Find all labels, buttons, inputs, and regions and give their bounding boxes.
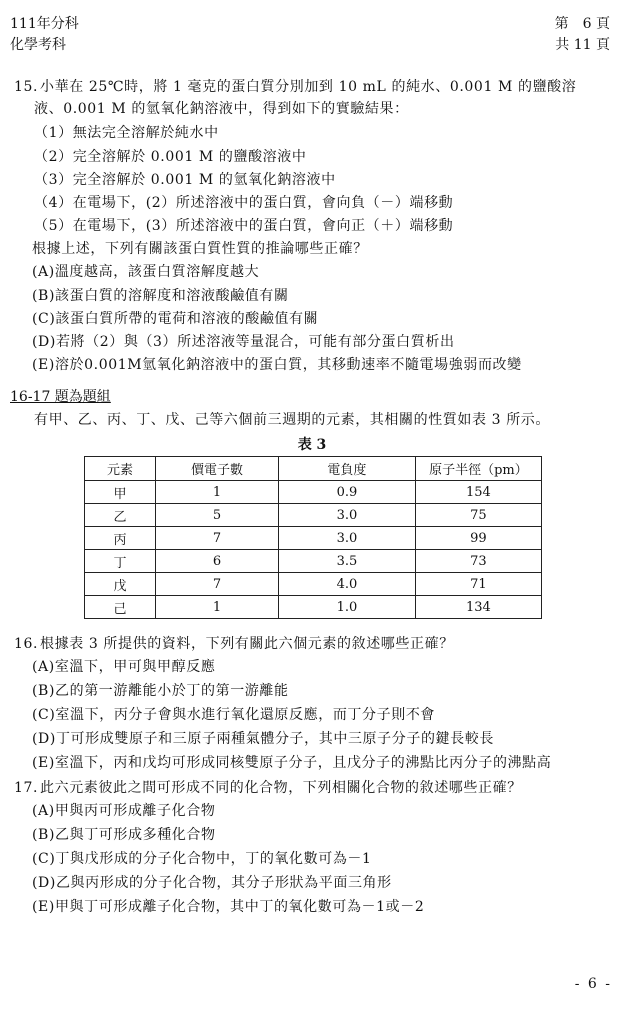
table-cell: 5 xyxy=(156,504,279,527)
table-cell: 134 xyxy=(415,596,541,619)
result-item: （5）在電場下，(3）所述溶液中的蛋白質，會向正（＋）端移動 xyxy=(34,218,454,234)
table-cell: 3.0 xyxy=(279,527,416,550)
option-e: (E)甲與丁可形成離子化合物，其中丁的氧化數可為－1或－2 xyxy=(32,899,425,915)
table-row xyxy=(85,550,542,573)
result-item: （3）完全溶解於 0.001 M 的氫氧化鈉溶液中 xyxy=(34,172,336,188)
table-cell: 丙 xyxy=(85,527,156,550)
option-c: (C)室溫下，丙分子會與水進行氧化還原反應，而丁分子則不會 xyxy=(32,707,436,723)
header-left xyxy=(10,14,79,56)
option-c: (C)該蛋白質所帶的電荷和溶液的酸鹼值有關 xyxy=(32,311,319,327)
option-a: (A)甲與丙可形成離子化合物 xyxy=(32,803,216,819)
table-cell: 3.5 xyxy=(279,550,416,573)
option-b: (B)乙與丁可形成多種化合物 xyxy=(32,827,216,843)
option-d: (D)若將（2）與（3）所述溶液等量混合，可能有部分蛋白質析出 xyxy=(32,334,455,350)
option-a: (A)溫度越高，該蛋白質溶解度越大 xyxy=(32,264,260,280)
table-cell: 0.9 xyxy=(279,481,416,504)
table-cell: 乙 xyxy=(85,504,156,527)
option-e: (E)溶於0.001M氫氧化鈉溶液中的蛋白質，其移動速率不隨電場強弱而改變 xyxy=(32,357,522,373)
table-caption: 表 3 xyxy=(297,437,327,453)
table-cell: 4.0 xyxy=(279,573,416,596)
exam-subject: 化學考科 xyxy=(10,37,66,53)
page-number: - 6 - xyxy=(574,976,612,992)
table-header: 價電子數 xyxy=(156,457,279,481)
table-row xyxy=(85,573,542,596)
table-cell: 己 xyxy=(85,596,156,619)
element-properties-table xyxy=(84,456,542,619)
table-cell: 1 xyxy=(156,481,279,504)
question-number: 17. xyxy=(14,780,39,796)
table-cell: 戊 xyxy=(85,573,156,596)
result-item: （1）無法完全溶解於純水中 xyxy=(34,125,219,141)
option-b: (B)該蛋白質的溶解度和溶液酸鹼值有關 xyxy=(32,288,289,304)
table-cell: 1 xyxy=(156,596,279,619)
table-cell: 丁 xyxy=(85,550,156,573)
table-row xyxy=(85,504,542,527)
result-item: （2）完全溶解於 0.001 M 的鹽酸溶液中 xyxy=(34,149,307,165)
question-group-intro: 有甲、乙、丙、丁、戊、己等六個前三週期的元素，其相關的性質如表 3 所示。 xyxy=(34,412,551,428)
table-row xyxy=(85,481,542,504)
question-group-title: 16-17 題為題組 xyxy=(10,389,111,405)
question-15-prompt: 根據上述，下列有關該蛋白質性質的推論哪些正確？ xyxy=(32,241,368,257)
question-15-stem xyxy=(14,76,614,98)
option-d: (D)丁可形成雙原子和三原子兩種氣體分子，其中三原子分子的鍵長較長 xyxy=(32,731,494,747)
option-c: (C)丁與戊形成的分子化合物中，丁的氧化數可為－1 xyxy=(32,851,372,867)
table-cell: 73 xyxy=(415,550,541,573)
result-item: （4）在電場下，(2）所述溶液中的蛋白質，會向負（－）端移動 xyxy=(34,195,454,211)
table-header: 電負度 xyxy=(279,457,416,481)
page-indicator: 第 6 頁 xyxy=(554,16,610,32)
question-number: 16. xyxy=(14,636,39,652)
table-cell: 71 xyxy=(415,573,541,596)
table-header: 原子半徑（pm） xyxy=(415,457,541,481)
stem-line: 小華在 25℃時，將 1 毫克的蛋白質分別加到 10 mL 的純水、0.001 M 的鹽酸溶 xyxy=(40,79,577,95)
table-cell: 甲 xyxy=(85,481,156,504)
table-cell: 6 xyxy=(156,550,279,573)
table-cell: 75 xyxy=(415,504,541,527)
total-pages: 共 11 頁 xyxy=(555,37,610,53)
table-header-row xyxy=(85,457,542,481)
table-header: 元素 xyxy=(85,457,156,481)
table-cell: 99 xyxy=(415,527,541,550)
option-d: (D)乙與丙形成的分子化合物，其分子形狀為平面三角形 xyxy=(32,875,392,891)
option-a: (A)室溫下，甲可與甲醇反應 xyxy=(32,659,216,675)
question-17-stem xyxy=(14,777,614,799)
table-row xyxy=(85,596,542,619)
header-right xyxy=(555,14,610,56)
exam-year: 111年分科 xyxy=(10,16,79,32)
option-e: (E)室溫下，丙和戊均可形成同核雙原子分子，且戊分子的沸點比丙分子的沸點高 xyxy=(32,755,552,771)
table-cell: 3.0 xyxy=(279,504,416,527)
question-15-stem-cont: 液、0.001 M 的氫氧化鈉溶液中，得到如下的實驗結果： xyxy=(34,101,409,117)
table-cell: 7 xyxy=(156,573,279,596)
table-cell: 1.0 xyxy=(279,596,416,619)
stem-line: 此六元素彼此之間可形成不同的化合物，下列相關化合物的敘述哪些正確？ xyxy=(40,780,522,796)
table-row xyxy=(85,527,542,550)
table-cell: 7 xyxy=(156,527,279,550)
stem-line: 根據表 3 所提供的資料，下列有關此六個元素的敘述哪些正確？ xyxy=(40,636,454,652)
question-16-stem xyxy=(14,633,614,655)
table-cell: 154 xyxy=(415,481,541,504)
option-b: (B)乙的第一游離能小於丁的第一游離能 xyxy=(32,683,289,699)
question-number: 15. xyxy=(14,79,39,95)
